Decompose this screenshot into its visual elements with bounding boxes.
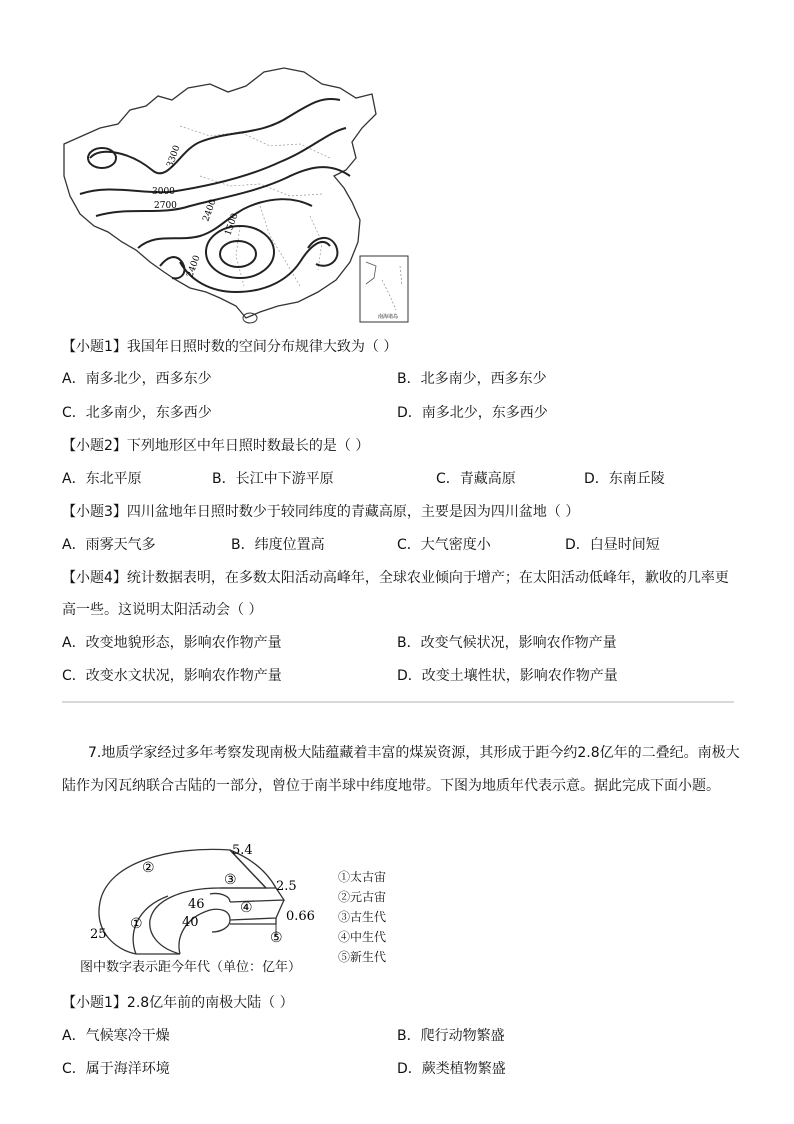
- isoline-label: 3300: [165, 144, 183, 170]
- marker-4: ④: [240, 900, 253, 916]
- marker-2: ②: [142, 860, 155, 876]
- question-3-option-c[interactable]: C．大气密度小: [397, 537, 491, 553]
- question-1-option-d[interactable]: D．南多北少，东多西少: [397, 405, 548, 421]
- question-4-option-a[interactable]: A．改变地貌形态，影响农作物产量: [62, 635, 282, 651]
- legend-item-2: ②元古宙: [338, 890, 387, 904]
- question-1-option-b[interactable]: B．北多南少，西多东少: [397, 371, 547, 387]
- question-2-option-b[interactable]: B．长江中下游平原: [212, 471, 334, 487]
- isoline-label: 2400: [201, 198, 219, 224]
- isoline-label: 3000: [152, 187, 175, 197]
- marker-1: ①: [130, 916, 143, 932]
- question-7-intro-line-1: 7.地质学家经过多年考察发现南极大陆蕴藏着丰富的煤炭资源，其形成于距今约2.8亿年的二叠纪。南极大: [88, 745, 740, 761]
- age-label-5.4: 5.4: [232, 843, 253, 858]
- question-7-1-option-d[interactable]: D．蕨类植物繁盛: [397, 1061, 506, 1077]
- marker-5: ⑤: [270, 930, 283, 946]
- question-2-option-d[interactable]: D．东南丘陵: [584, 471, 665, 487]
- question-3-stem: 【小题3】四川盆地年日照时数少于较同纬度的青藏高原，主要是因为四川盆地（ ）: [62, 504, 580, 520]
- question-7-1-option-c[interactable]: C．属于海洋环境: [62, 1061, 170, 1077]
- legend-item-5: ⑤新生代: [338, 950, 387, 964]
- question-4-stem-line-2: 高一些。这说明太阳活动会（ ）: [62, 602, 263, 618]
- question-1-stem: 【小题1】我国年日照时数的空间分布规律大致为（ ）: [62, 339, 398, 355]
- question-7-1-option-b[interactable]: B．爬行动物繁盛: [397, 1028, 505, 1044]
- age-label-46: 46: [188, 897, 205, 912]
- question-2-option-c[interactable]: C．青藏高原: [436, 471, 516, 487]
- question-7-1-option-a[interactable]: A．气候寒冷干燥: [62, 1028, 170, 1044]
- question-3-option-d[interactable]: D．白昼时间短: [565, 537, 660, 553]
- marker-3: ③: [224, 872, 237, 888]
- question-4-option-d[interactable]: D．改变土壤性状，影响农作物产量: [397, 668, 618, 684]
- isoline-label: 2400: [185, 254, 203, 280]
- age-label-0.66: 0.66: [286, 909, 315, 924]
- question-1-option-c[interactable]: C．北多南少，东多西少: [62, 405, 212, 421]
- age-label-40: 40: [182, 915, 199, 930]
- isoline-3300: [90, 99, 340, 173]
- isoline-label: 2700: [154, 201, 177, 211]
- inset-label: 南海诸岛: [378, 314, 399, 320]
- legend-item-3: ③古生代: [338, 910, 387, 924]
- legend-item-1: ①太古宙: [338, 870, 387, 884]
- age-label-2.5: 2.5: [276, 879, 297, 894]
- isoline-label: 1500: [223, 212, 241, 238]
- question-4-option-c[interactable]: C．改变水文状况，影响农作物产量: [62, 668, 282, 684]
- diagram-caption: 图中数字表示距今年代（单位：亿年）: [80, 960, 302, 975]
- south-china-sea-inset: [360, 256, 408, 322]
- question-4-option-b[interactable]: B．改变气候状况，影响农作物产量: [397, 635, 617, 651]
- china-outline: [64, 68, 376, 318]
- question-4-stem-line-1: 【小题4】统计数据表明，在多数太阳活动高峰年，全球农业倾向于增产；在太阳活动低峰年，歉收的几率更: [62, 570, 729, 586]
- china-sunshine-map: [60, 66, 420, 331]
- question-3-option-b[interactable]: B．纬度位置高: [231, 537, 325, 553]
- question-2-stem: 【小题2】下列地形区中年日照时数最长的是（ ）: [62, 438, 370, 454]
- age-label-25: 25: [90, 927, 107, 942]
- sunshine-map-figure: [60, 66, 420, 331]
- section-divider: [62, 701, 734, 703]
- question-2-option-a[interactable]: A．东北平原: [62, 471, 142, 487]
- question-1-option-a[interactable]: A．南多北少，西多东少: [62, 371, 212, 387]
- question-3-option-a[interactable]: A．雨雾天气多: [62, 537, 156, 553]
- question-7-1-stem: 【小题1】2.8亿年前的南极大陆（ ）: [62, 995, 294, 1011]
- question-7-intro-line-2: 陆作为冈瓦纳联合古陆的一部分，曾位于南半球中纬度地带。下图为地质年代表示意。据此完成下面小题。: [62, 778, 720, 794]
- legend-item-4: ④中生代: [338, 930, 387, 944]
